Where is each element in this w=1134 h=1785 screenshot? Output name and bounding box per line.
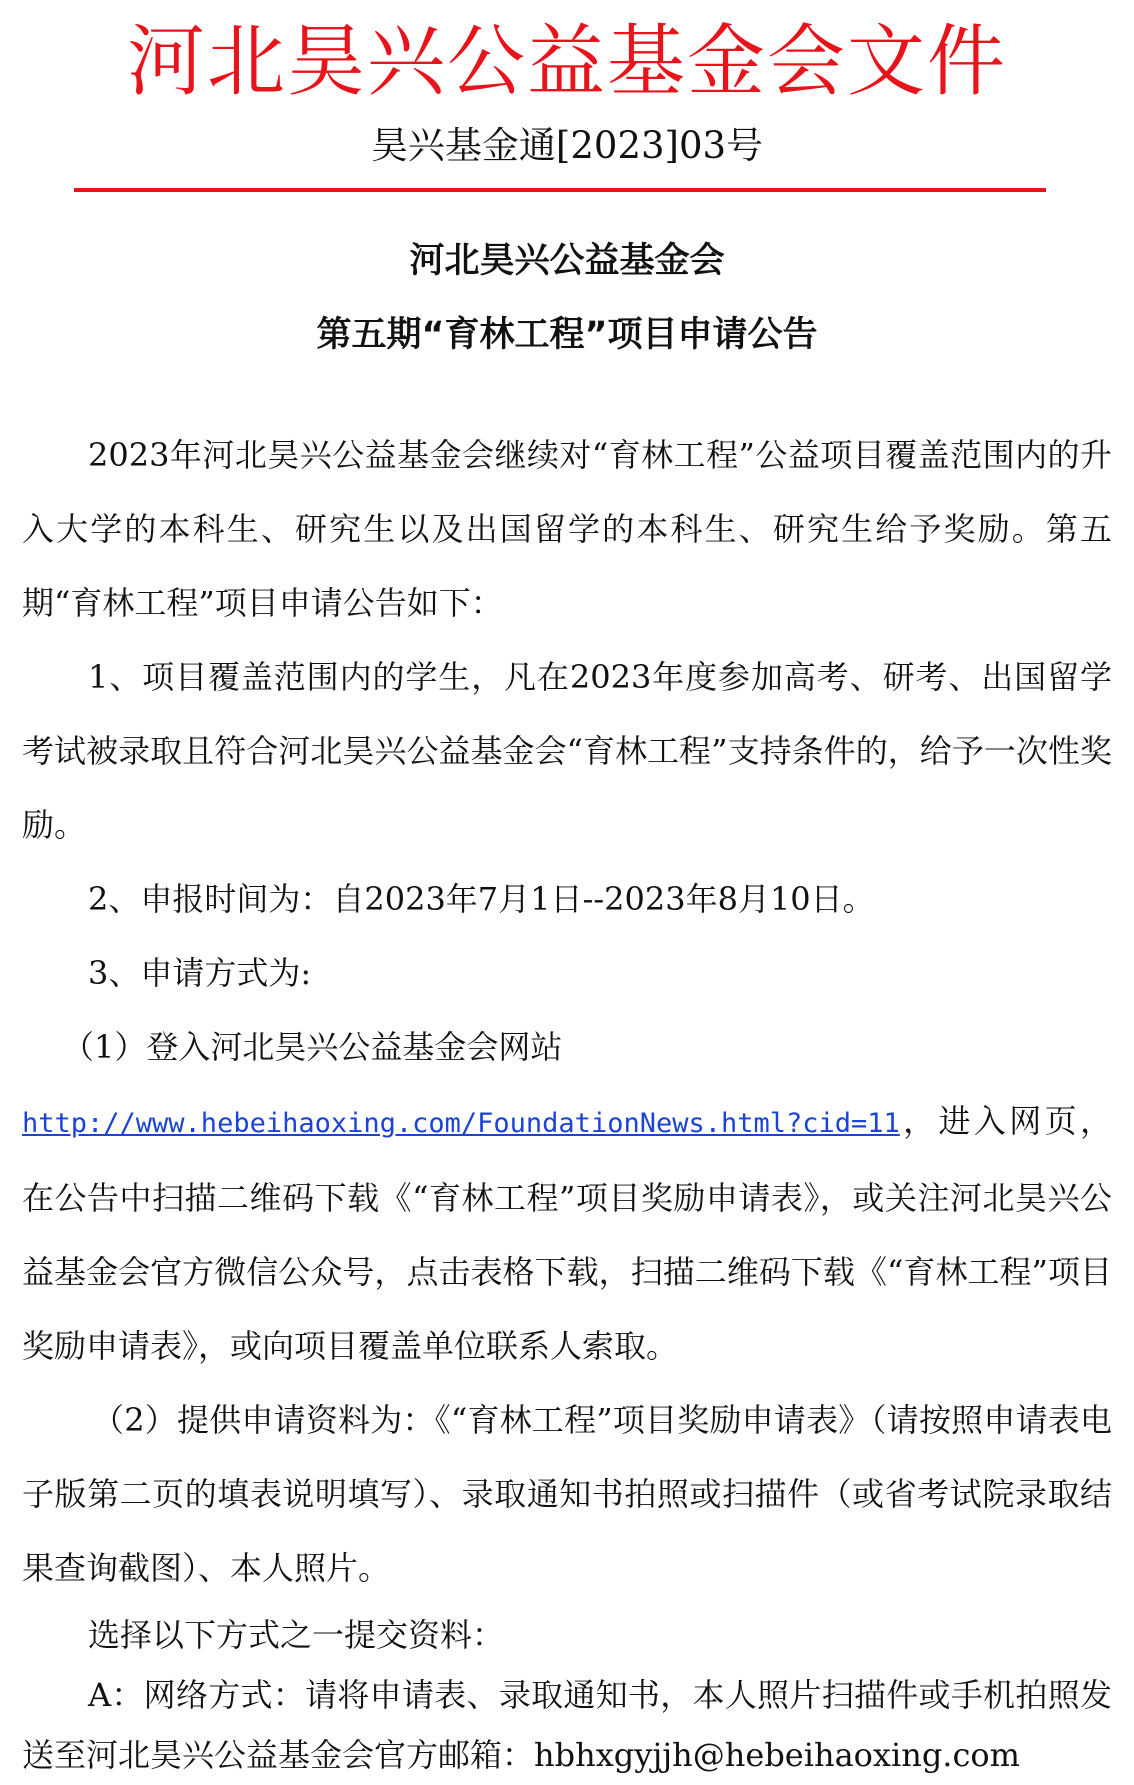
notice-title-line2: 第五期“育林工程”项目申请公告 — [316, 315, 818, 355]
letterhead-rule — [74, 188, 1046, 192]
intro-paragraph: 2023年河北昊兴公益基金会继续对“育林工程”公益项目覆盖范围内的升入大学的本科生、研究生以及出国留学的本科生、研究生给予奖励。第五期“育林工程”项目申请公告如下： — [22, 436, 1112, 622]
sub-item-1-rest: ，进入网页，在公告中扫描二维码下载《“育林工程”项目奖励申请表》，或关注河北昊兴公益基金会官方微信公众号，点击表格下载，扫描二维码下载《“育林工程”项目奖励申请表》，或向项目覆盖单位联系人索取。 — [22, 1102, 1112, 1365]
notice-body — [22, 418, 1112, 1785]
sub-item-1-lead: （1）登入河北昊兴公益基金会网站 — [62, 1028, 563, 1066]
choose-method-paragraph: 选择以下方式之一提交资料： — [88, 1616, 505, 1654]
item-2-paragraph: 2、申报时间为：自2023年7月1日--2023年8月10日。 — [88, 880, 875, 918]
letterhead-title: 河北昊兴公益基金会文件 — [126, 17, 1007, 107]
foundation-website-link[interactable]: http://www.hebeihaoxing.com/FoundationNews.html?cid=11 — [22, 1108, 900, 1139]
document-number: 昊兴基金通[2023]03号 — [370, 124, 764, 167]
item-3-paragraph: 3、申请方式为: — [88, 954, 312, 992]
notice-title-line1: 河北昊兴公益基金会 — [409, 241, 725, 281]
sub-item-2-paragraph: （2）提供申请资料为：《“育林工程”项目奖励申请表》（请按照申请表电子版第二页的填表说明填写）、录取通知书拍照或扫描件（或省考试院录取结果查询截图）、本人照片。 — [22, 1401, 1112, 1587]
item-1-paragraph: 1、项目覆盖范围内的学生，凡在2023年度参加高考、研考、出国留学考试被录取且符合河北昊兴公益基金会“育林工程”支持条件的，给予一次性奖励。 — [22, 658, 1112, 844]
sub-item-1-paragraph — [22, 1084, 1112, 1383]
option-a-paragraph: A：网络方式：请将申请表、录取通知书，本人照片扫描件或手机拍照发送至河北昊兴公益基金会官方邮箱：hbhxgyjjh@hebeihaoxing.com — [22, 1676, 1112, 1774]
